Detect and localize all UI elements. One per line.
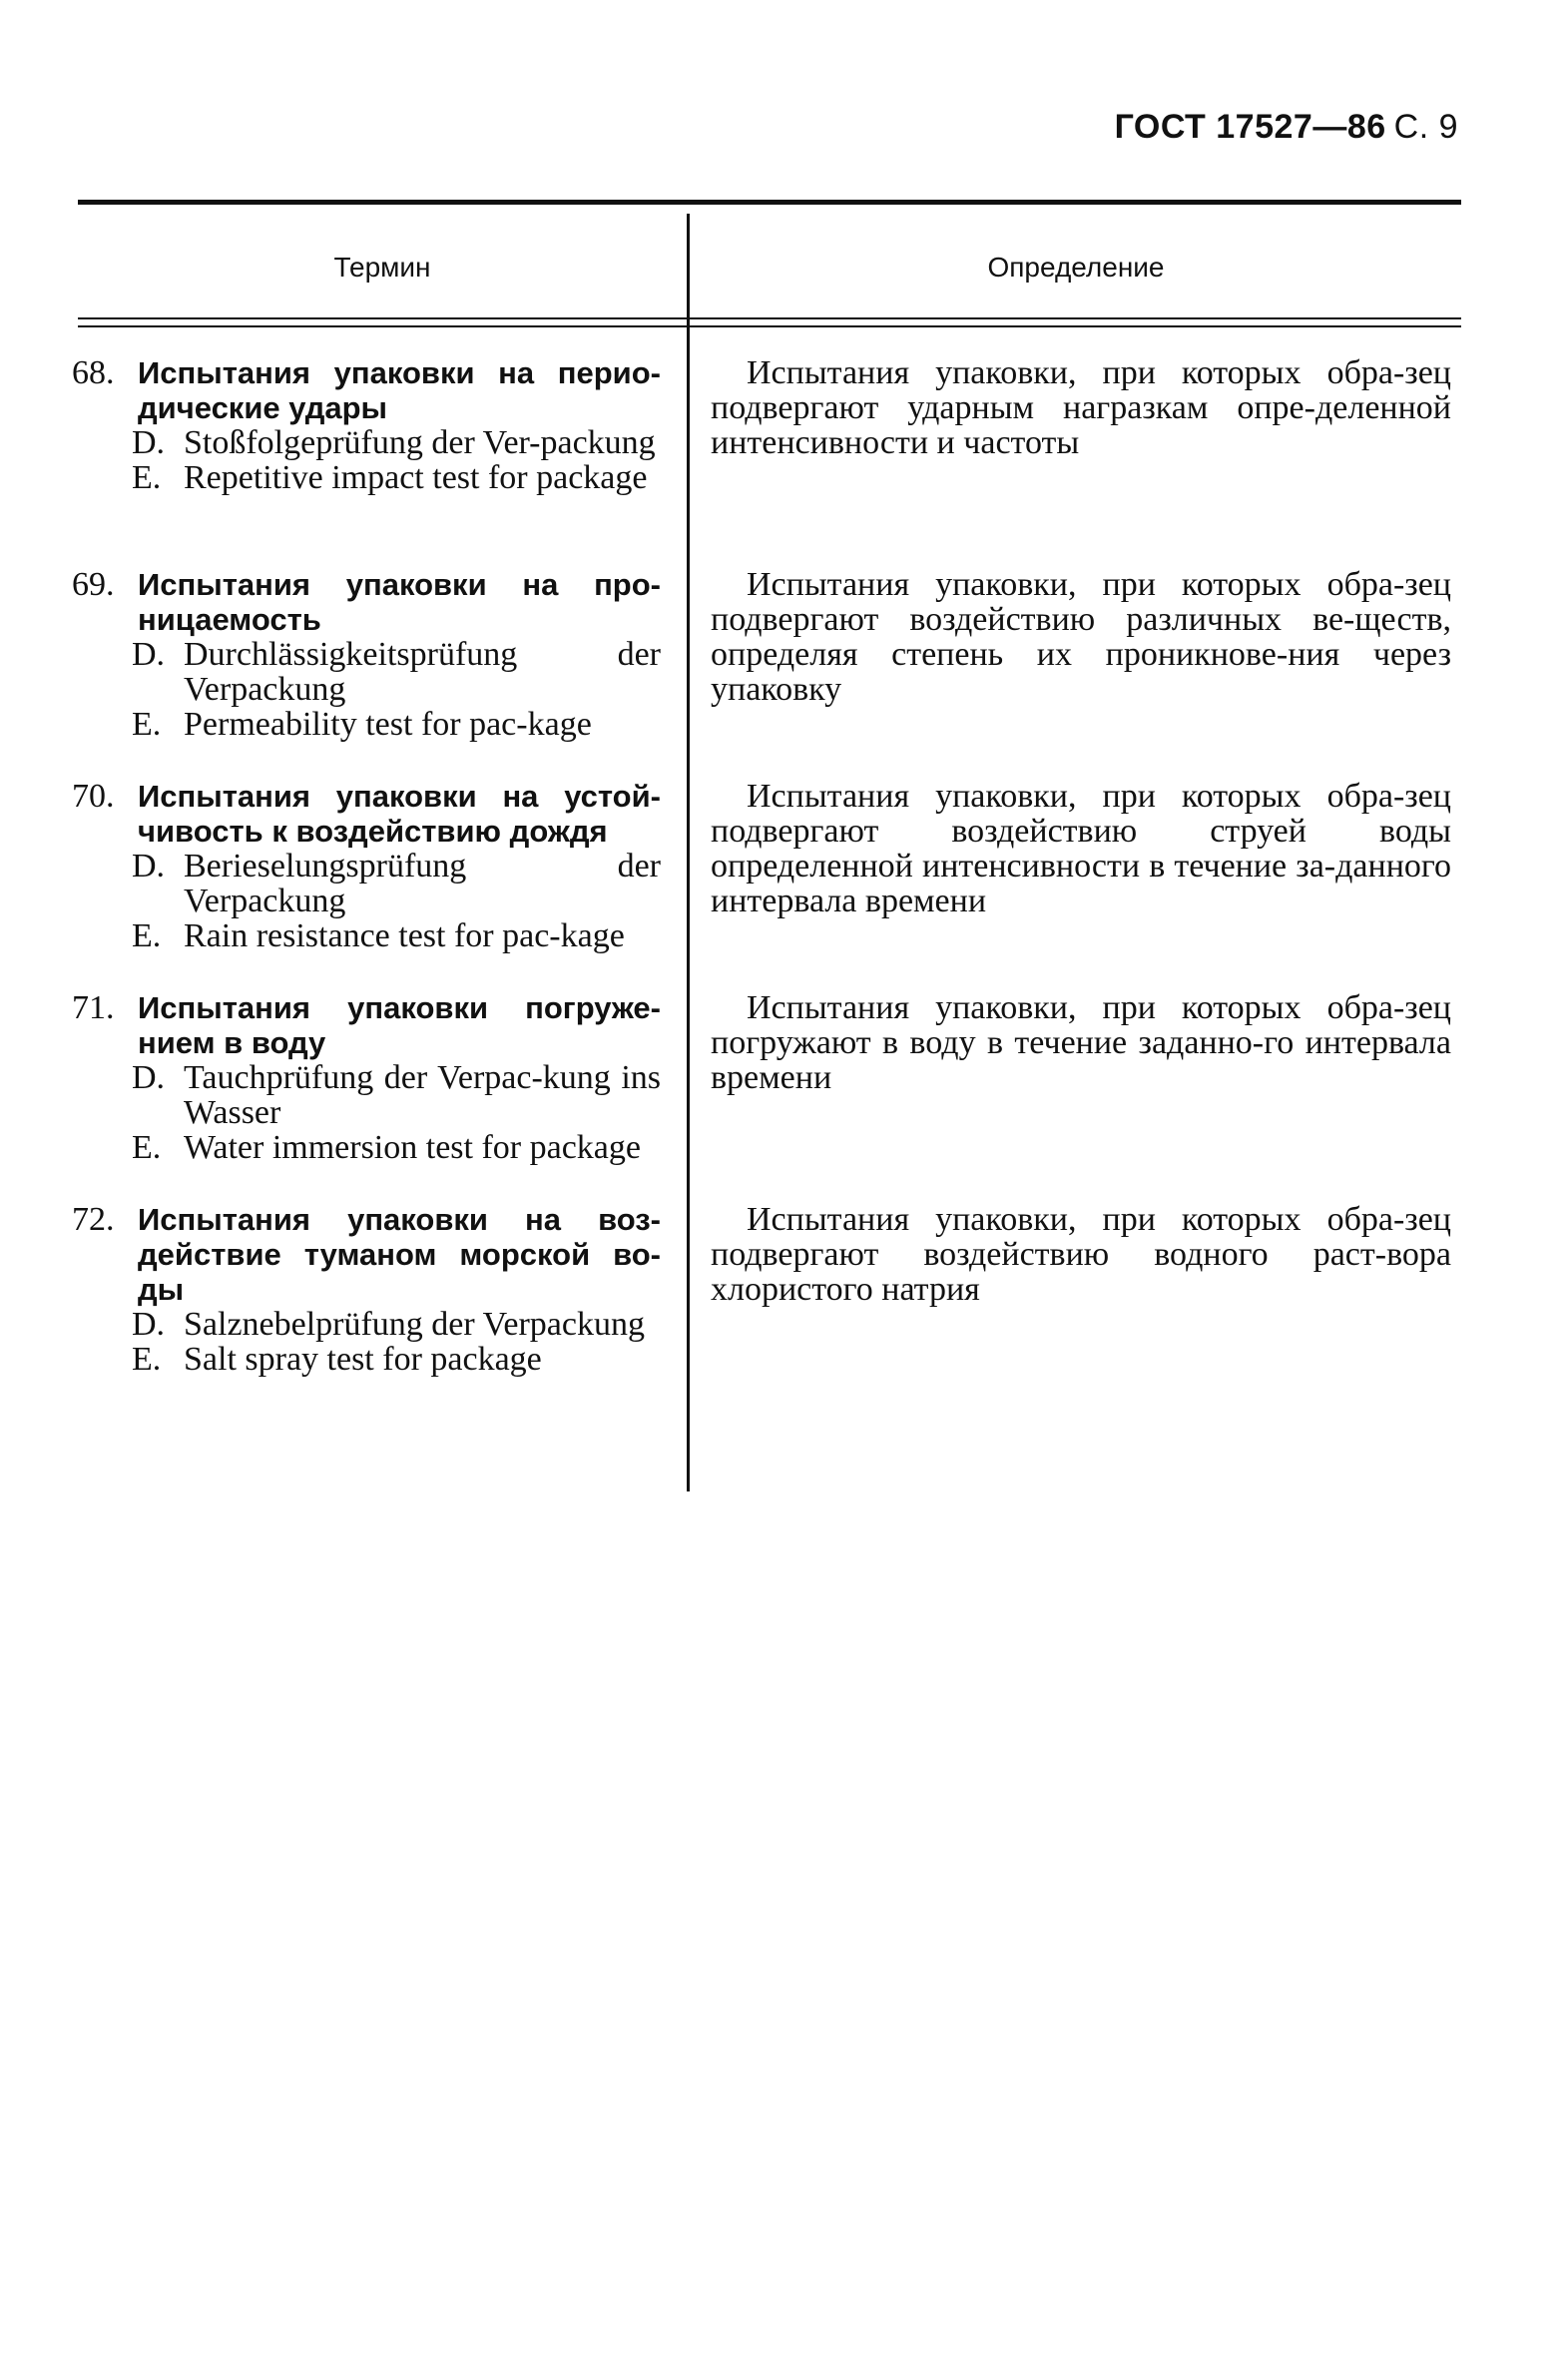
term-cell (72, 990, 661, 1165)
page-number: С. 9 (1393, 108, 1458, 146)
term-title: Испытания упаковки на перио-дические удары (138, 355, 661, 425)
term-cell (72, 355, 661, 495)
term-number: 68. (72, 354, 115, 391)
column-header-definition: Определение (987, 252, 1165, 283)
definition-cell: Испытания упаковки, при которых обра-зец подвергают воздействию водного раст-вора хлористого натрия (711, 1201, 1451, 1308)
lang-code-de: D. (132, 1059, 166, 1096)
term-english: Rain resistance test for pac-kage (184, 917, 625, 954)
header-rule (78, 317, 1461, 319)
term-title: Испытания упаковки на про-ницаемость (138, 567, 661, 637)
lang-code-de: D. (132, 424, 166, 461)
lang-code-de: D. (132, 848, 166, 885)
term-cell (72, 1202, 661, 1377)
term-german: Berieselungsprüfung der Verpackung (184, 848, 661, 919)
term-german: Stoßfolgeprüfung der Ver-packung (184, 424, 656, 461)
definition-cell: Испытания упаковки, при которых обра-зец погружают в воду в течение заданно-го интервала времени (711, 989, 1451, 1096)
definition-cell: Испытания упаковки, при которых обра-зец подвергают воздействию различных ве-ществ, определяя степень их проникнове-ния через упаковку (711, 566, 1451, 708)
term-german: Durchlässigkeitsprüfung der Verpackung (184, 636, 661, 708)
page-header (1115, 108, 1458, 147)
term-number: 70. (72, 778, 115, 815)
standard-number: ГОСТ 17527—86 (1114, 108, 1386, 146)
header-rule-double (78, 325, 1461, 327)
term-english: Permeability test for pac-kage (184, 706, 592, 743)
table-top-rule (78, 200, 1461, 205)
lang-code-en: E. (132, 917, 162, 954)
column-divider (687, 214, 690, 1491)
term-german: Salznebelprüfung der Verpackung (184, 1306, 645, 1343)
lang-code-en: E. (132, 706, 162, 743)
lang-code-en: E. (132, 459, 162, 496)
term-english: Water immersion test for package (184, 1129, 641, 1166)
term-number: 69. (72, 566, 115, 603)
term-number: 72. (72, 1201, 115, 1238)
lang-code-de: D. (132, 1306, 166, 1343)
definition-cell: Испытания упаковки, при которых обра-зец подвергают воздействию струей воды определенной интенсивности в течение за-данного интервала времени (711, 778, 1451, 919)
term-cell (72, 779, 661, 953)
definition-cell: Испытания упаковки, при которых обра-зец подвергают ударным награзкам опре-деленной интенсивности и частоты (711, 354, 1451, 461)
term-title: Испытания упаковки на воз-действие туманом морской во-ды (138, 1202, 661, 1307)
term-english: Repetitive impact test for package (184, 459, 648, 496)
lang-code-en: E. (132, 1129, 162, 1166)
term-cell (72, 567, 661, 742)
term-title: Испытания упаковки погруже-нием в воду (138, 990, 661, 1060)
column-header-term: Термин (333, 252, 431, 283)
term-number: 71. (72, 989, 115, 1026)
term-german: Tauchprüfung der Verpac-kung ins Wasser (184, 1059, 661, 1131)
lang-code-en: E. (132, 1341, 162, 1378)
term-title: Испытания упаковки на устой-чивость к воздействию дождя (138, 779, 661, 849)
lang-code-de: D. (132, 636, 166, 673)
term-english: Salt spray test for package (184, 1341, 542, 1378)
